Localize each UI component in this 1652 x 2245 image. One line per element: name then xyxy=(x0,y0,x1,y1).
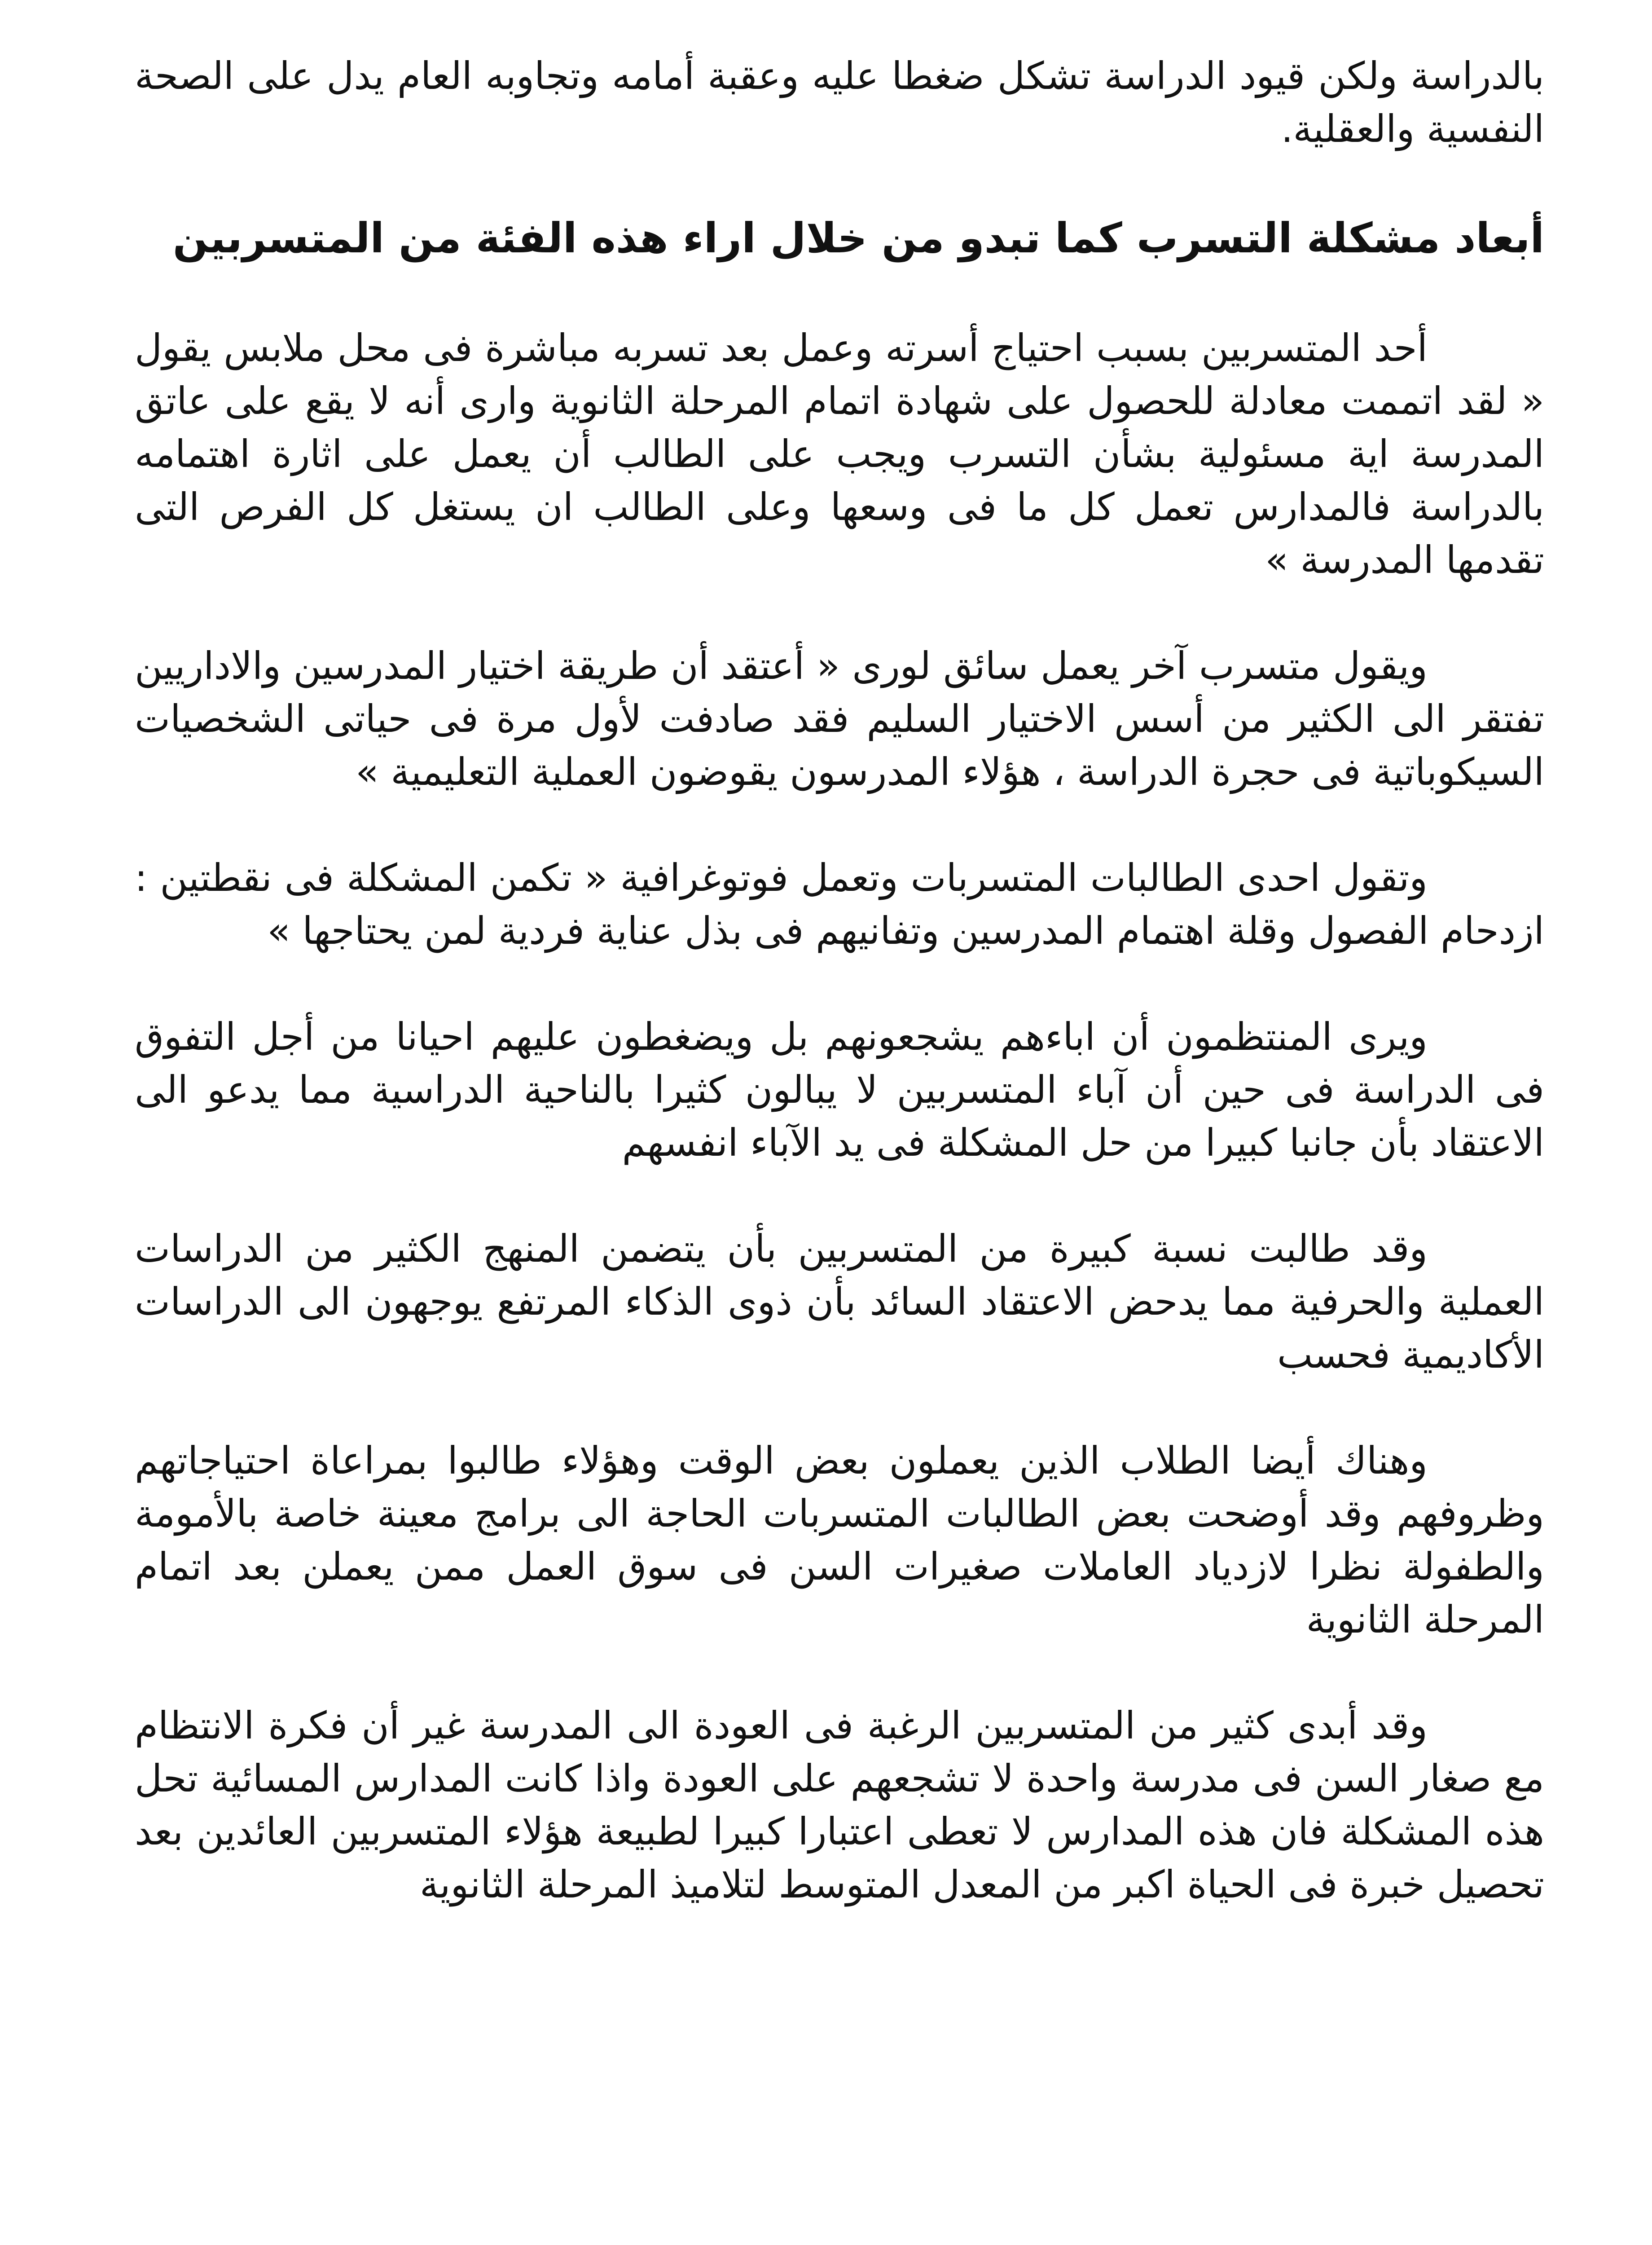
paragraph-7: وقد أبدى كثير من المتسربين الرغبة فى العودة الى المدرسة غير أن فكرة الانتظام مع صغار السن فى مدرسة واحدة لا تشجعهم على العودة واذا كانت المدارس المسائية تحل هذه المشكلة فان هذه المدارس لا تعطى اعتبارا كبيرا لطبيعة هؤلاء المتسربين العائدين بعد تحصيل خبرة فى الحياة اكبر من المعدل المتوسط لتلاميذ المرحلة الثانوية xyxy=(135,1704,1544,1906)
paragraph-1: أحد المتسربين بسبب احتياج أسرته وعمل بعد تسربه مباشرة فى محل ملابس يقول « لقد اتممت معادلة للحصول على شهادة اتمام المرحلة الثانوية وارى أنه لا يقع على عاتق المدرسة اية مسئولية بشأن التسرب ويجب على الطالب أن يعمل على اثارة اهتمامه بالدراسة فالمدارس تعمل كل ما فى وسعها وعلى الطالب ان يستغل كل الفرص التى تقدمها المدرسة » xyxy=(135,326,1544,582)
paragraph-6: وهناك أيضا الطلاب الذين يعملون بعض الوقت وهؤلاء طالبوا بمراعاة احتياجاتهم وظروفهم وقد أوضحت بعض الطالبات المتسربات الحاجة الى برامج معينة خاصة بالأمومة والطفولة نظرا لازدياد العاملات صغيرات السن فى سوق العمل ممن يعملن بعد اتمام المرحلة الثانوية xyxy=(135,1439,1544,1642)
text-column xyxy=(135,49,1544,1911)
paragraph-3: وتقول احدى الطالبات المتسربات وتعمل فوتوغرافية « تكمن المشكلة فى نقطتين : ازدحام الفصول وقلة اهتمام المدرسين وتفانيهم فى بذل عناية فردية لمن يحتاجها » xyxy=(135,856,1544,953)
paragraph-4: ويرى المنتظمون أن اباءهم يشجعونهم بل ويضغطون عليهم احيانا من أجل التفوق فى الدراسة فى حين أن آباء المتسربين لا يبالون كثيرا بالناحية الدراسية مما يدعو الى الاعتقاد بأن جانبا كبيرا من حل المشكلة فى يد الآباء انفسهم xyxy=(135,1015,1544,1165)
paragraph-2: ويقول متسرب آخر يعمل سائق لورى « أعتقد أن طريقة اختيار المدرسين والاداريين تفتقر الى الكثير من أسس الاختيار السليم فقد صادفت لأول مرة فى حياتى الشخصيات السيكوباتية فى حجرة الدراسة ، هؤلاء المدرسون يقوضون العملية التعليمية » xyxy=(135,644,1544,794)
opening-paragraph: بالدراسة ولكن قيود الدراسة تشكل ضغطا عليه وعقبة أمامه وتجاوبه العام يدل على الصحة النفسية والعقلية. xyxy=(135,54,1544,151)
paragraph-5: وقد طالبت نسبة كبيرة من المتسربين بأن يتضمن المنهج الكثير من الدراسات العملية والحرفية مما يدحض الاعتقاد السائد بأن ذوى الذكاء المرتفع يوجهون الى الدراسات الأكاديمية فحسب xyxy=(135,1227,1544,1377)
section-heading: أبعاد مشكلة التسرب كما تبدو من خلال اراء هذه الفئة من المتسربين xyxy=(172,214,1544,262)
